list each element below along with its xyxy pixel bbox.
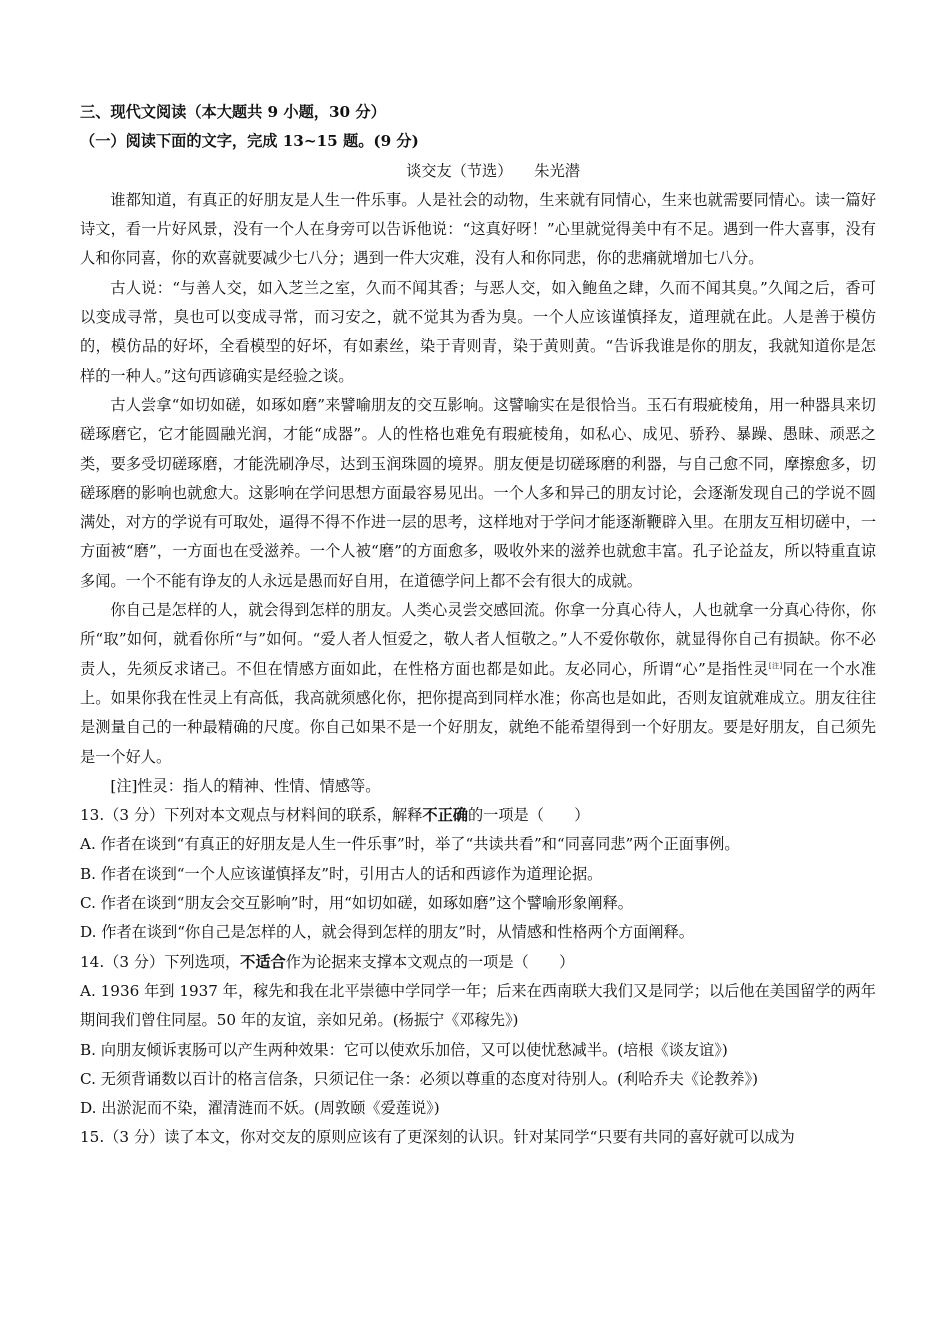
q13-option-c: C. 作者在谈到“朋友会交互影响”时，用“如切如磋，如琢如磨”这个譬喻形象阐释。 [80, 894, 633, 913]
note-reference: [注] [768, 661, 783, 670]
article-title: 谈交友（节选） [406, 161, 513, 180]
q14-option-d: D. 出淤泥而不染，濯清涟而不妖。(周敦颐《爱莲说》) [80, 1099, 440, 1118]
q13-option-b: B. 作者在谈到“一个人应该谨慎择友”时，引用古人的话和西谚作为道理论据。 [80, 864, 603, 883]
article-paragraph-4 [80, 596, 876, 772]
question-13-stem [80, 801, 876, 830]
footnote: [注]性灵：指人的精神、性情、情感等。 [110, 776, 381, 795]
q13-emphasis: 不正确 [422, 806, 468, 825]
section-title: 三、现代文阅读（本大题共 9 小题，30 分） [80, 103, 386, 121]
reading-section [80, 98, 876, 1153]
question-14-stem [80, 948, 876, 977]
q13-option-d: D. 作者在谈到“你自己是怎样的人，就会得到怎样的朋友”时，从情感和性格两个方面阐释。 [80, 923, 694, 942]
article-heading [80, 157, 876, 186]
article-paragraph-2: 古人说：“与善人交，如入芝兰之室，久而不闻其香；与恶人交，如入鲍鱼之肆，久而不闻其臭。”久闻之后，香可以变成寻常，臭也可以变成寻常，而习安之，就不觉其为香为臭。一个人应该谨慎择友，道理就在此。人是善于模仿的，模仿品的好坏，全看模型的好坏，有如素丝，染于青则青，染于黄则黄。“告诉我谁是你的朋友，我就知道你是怎样的一种人。”这句西谚确实是经验之谈。 [80, 278, 876, 385]
article-paragraph-3: 古人尝拿“如切如磋，如琢如磨”来譬喻朋友的交互影响。这譬喻实在是很恰当。玉石有瑕疵棱角，用一种器具来切磋琢磨它，它才能圆融光润，才能“成器”。人的性格也难免有瑕疵棱角，如私心、成见、骄矜、暴躁、愚昧、顽恶之类，要多受切磋琢磨，才能洗刷净尽，达到玉润珠圆的境界。朋友便是切磋琢磨的利器，与自己愈不同，摩擦愈多，切磋琢磨的影响也就愈大。这影响在学问思想方面最容易见出。一个人多和异己的朋友讨论，会逐渐发现自己的学说不圆满处，对方的学说有可取处，逼得不得不作进一层的思考，这样地对于学问才能逐渐鞭辟入里。在朋友互相切磋中，一方面被“磨”，一方面也在受滋养。一个人被“磨”的方面愈多，吸收外来的滋养也就愈丰富。孔子论益友，所以特重直谅多闻。一个不能有诤友的人永远是愚而好自用，在道德学问上都不会有很大的成就。 [80, 395, 876, 590]
q14-option-a: A. 1936 年到 1937 年，稼先和我在北平崇德中学同学一年；后来在西南联大我们又是同学；以后他在美国留学的两年期间我们曾住同屋。50 年的友谊，亲如兄弟。(杨振宁《邓稼先》) [80, 981, 876, 1030]
paragraph-4-part-2: 同在一个水准上。如果你我在性灵上有高低，我高就须感化你，把你提高到同样水准；你高也是如此，否则友谊就难成立。朋友往往是测量自己的一种最精确的尺度。你自己如果不是一个好朋友，就绝不能希望得到一个好朋友。要是好朋友，自己须先是一个好人。 [80, 659, 877, 766]
question-15-stem: 15.（3 分）读了本文，你对交友的原则应该有了更深刻的认识。针对某同学“只要有共同的喜好就可以成为 [80, 1128, 795, 1147]
q14-emphasis: 不适合 [240, 952, 286, 971]
q13-suffix: 的一项是（ ） [467, 806, 590, 825]
q13-option-a: A. 作者在谈到“有真正的好朋友是人生一件乐事”时，举了“共读共看”和“同喜同悲”两个正面事例。 [80, 835, 740, 854]
article-author: 朱光潜 [534, 161, 580, 180]
q14-suffix: 作为论据来支撑本文观点的一项是（ ） [285, 952, 575, 971]
q14-prefix: 14.（3 分）下列选项， [80, 952, 241, 971]
sub-title: （一）阅读下面的文字，完成 13~15 题。(9 分) [80, 132, 419, 151]
article-paragraph-1: 谁都知道，有真正的好朋友是人生一件乐事。人是社会的动物，生来就有同情心，生来也就需要同情心。读一篇好诗文，看一片好风景，没有一个人在身旁可以告诉他说：“这真好呀！”心里就觉得美中有不足。遇到一件大喜事，没有人和你同喜，你的欢喜就要减少七八分；遇到一件大灾难，没有人和你同悲，你的悲痛就增加七八分。 [80, 190, 876, 268]
paragraph-4-part-1: 你自己是怎样的人，就会得到怎样的朋友。人类心灵尝交感回流。你拿一分真心待人，人也就拿一分真心待你，你所“取”如何，就看你所“与”如何。“爱人者人恒爱之，敬人者人恒敬之。”人不爱你敬你，就显得你自己有损缺。你不必责人，先须反求诸己。不但在情感方面如此，在性格方面也都是如此。友必同心，所谓“心”是指性灵 [80, 601, 876, 678]
q14-option-c: C. 无须背诵数以百计的格言信条，只须记住一条：必须以尊重的态度对待别人。(利哈乔夫《论教养》) [80, 1069, 759, 1088]
q13-prefix: 13.（3 分）下列对本文观点与材料间的联系，解释 [80, 806, 423, 825]
q14-option-b: B. 向朋友倾诉衷肠可以产生两种效果：它可以使欢乐加倍，又可以使忧愁减半。(培根《谈友谊》) [80, 1040, 728, 1059]
